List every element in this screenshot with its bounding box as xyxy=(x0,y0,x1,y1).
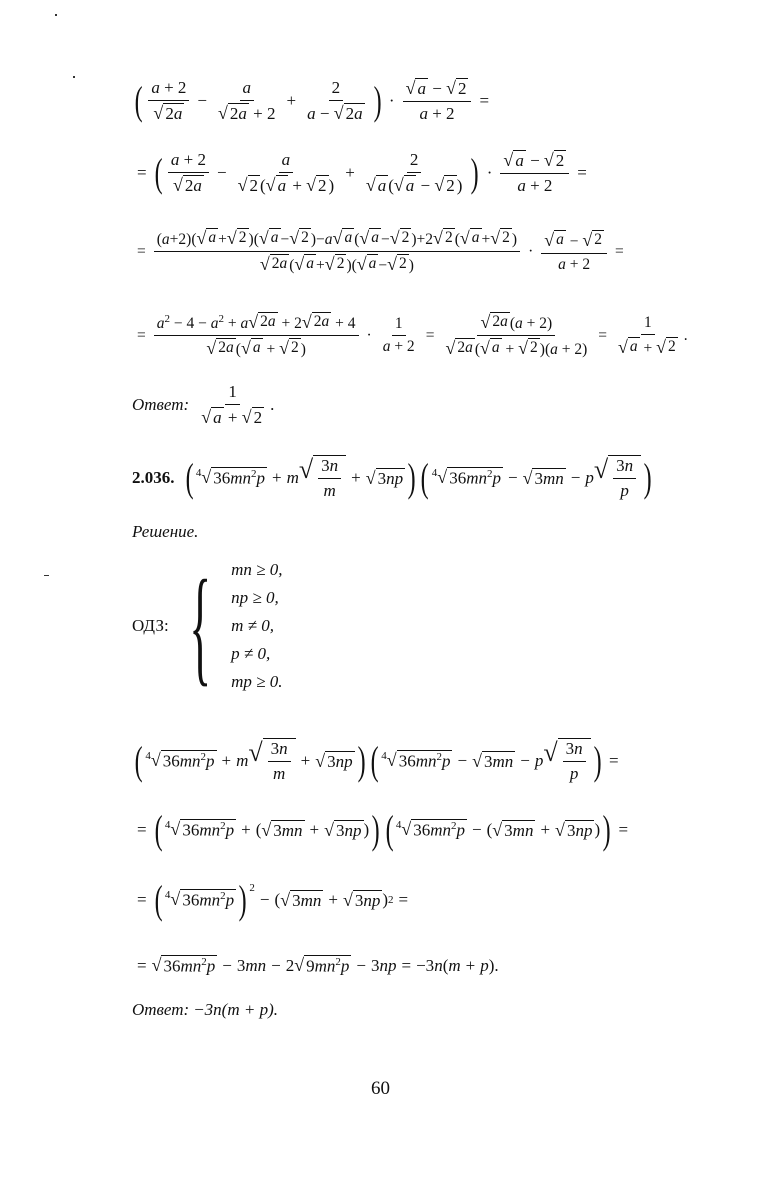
equation-line-1: ( a + 2 √ 2a − a √ 2a + 2 + 2 a − √ 2a ) · √ a − √ 2 a + 2 = xyxy=(134,78,490,123)
equation-line-4: = $a^2 - 4 - a^2 + a$ √ 2a + 2 √ 2a + 4 √ 2a ( √ a + √ 2 ) · $\frac{1}{a + 2}$ = √ 2a (a + 2) √ 2a ( √ a + √ 2 )(a + 2) = 1 √ a + √ 2 . xyxy=(137,312,688,358)
left-brace: { xyxy=(188,554,211,698)
scan-speck xyxy=(55,14,57,16)
equation-line-2: = ( a + 2 √ 2a − a √ 2 ( √ a + √ 2 ) + 2 √ a ( √ a − √ 2 ) ) · √ a − √ 2 a + 2 = xyxy=(137,150,587,195)
solution-line-1: ( 4 √ $36mn^2p$ + m √ $\frac{3n}{m}$ + √ 3np ) ( 4 √ $36mn^2p$ − √ 3mn − p √ $\frac{3n}{p}$ ) = xyxy=(134,738,619,783)
answer-label: Ответ: xyxy=(132,1000,190,1019)
solution-label-row xyxy=(132,522,198,542)
odz-condition: mp ≥ 0. xyxy=(231,672,283,691)
scan-speck xyxy=(73,76,75,78)
solution-line-3: = ( 4 √ $36mn^2p$ ) $^2$ − ( √ 3mn + √ 3np ) 2 = xyxy=(137,877,409,922)
odz-condition: np ≥ 0, xyxy=(231,588,279,607)
problem-statement: 2.036. ( 4 √ $36mn^2p$ + m √ $\frac{3n}{m}$ + √ 3np ) ( 4 √ $36mn^2p$ − √ 3mn − p √ $\frac{3n}{p}$ ) xyxy=(132,455,652,500)
answer-value: −3n(m + p). xyxy=(193,1000,278,1019)
solution-label: Решение. xyxy=(132,522,199,541)
answer-1: Ответ: 1 √ a + √ 2 . xyxy=(132,382,275,427)
odz-condition: m ≠ 0, xyxy=(231,616,274,635)
scan-speck xyxy=(44,575,49,576)
page-number: 60 xyxy=(371,1078,390,1099)
odz-condition: mn ≥ 0, xyxy=(231,560,283,579)
answer-label: Ответ: xyxy=(132,395,190,414)
odz-label: ОДЗ: xyxy=(132,616,169,635)
domain-system xyxy=(132,554,283,698)
solution-line-2: = ( 4 √ $36mn^2p$ + ( √ 3mn + √ 3np ) ) ( 4 √ $36mn^2p$ − ( √ 3mn + √ 3np ) ) = xyxy=(137,807,629,852)
odz-condition: p ≠ 0, xyxy=(231,644,271,663)
problem-number: 2.036. xyxy=(132,468,175,487)
odz-conditions xyxy=(231,560,282,692)
equation-line-3: = (a+2)( √ a + √ 2 )( √ a − √ 2 )−a √ a ( √ a − √ 2 )+2 √ 2 ( √ a + √ 2 ) √ 2a ( √ a + √ 2 )( √ a − √ 2 ) · √ a − √ 2 a + 2 = xyxy=(137,228,624,274)
answer-2 xyxy=(132,1000,278,1020)
solution-line-4: = √ $36mn^2p$ − 3 mn − 2 √ $9mn^2p$ − 3 np = −3 n ( m + p ). xyxy=(137,955,499,976)
